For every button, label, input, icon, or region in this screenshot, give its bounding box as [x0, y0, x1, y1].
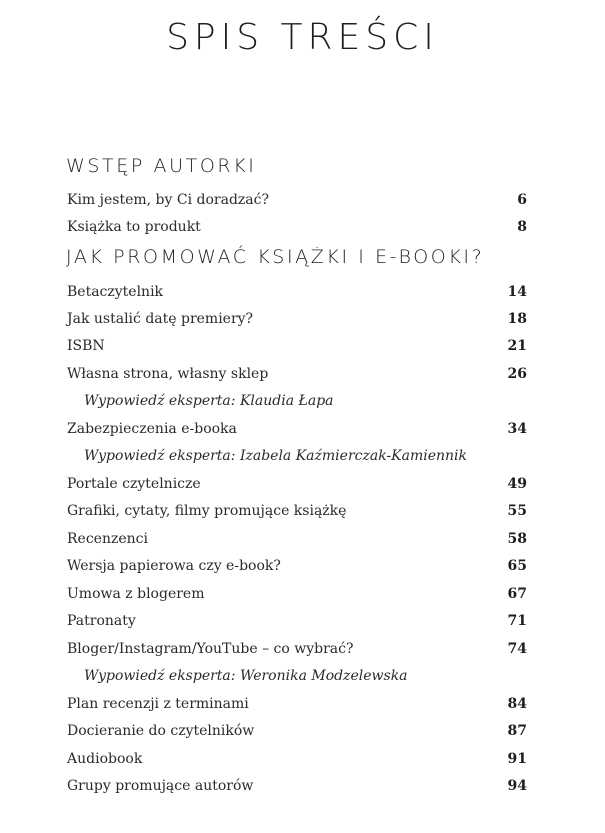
- toc-entry-page: 94: [507, 778, 527, 794]
- toc-entry-page: 71: [507, 613, 527, 629]
- toc-entry-title: Recenzenci: [67, 531, 148, 547]
- toc-entry-page: 84: [507, 696, 527, 712]
- toc-entry-title: Audiobook: [67, 751, 143, 767]
- toc-entry-page: 91: [507, 751, 527, 767]
- toc-entry[interactable]: [67, 216, 527, 238]
- toc-entry-page: 87: [507, 723, 527, 739]
- toc-entry-title: Plan recenzji z terminami: [67, 696, 249, 712]
- toc-entry-page: 18: [507, 311, 527, 327]
- toc-entry-page: 49: [507, 476, 527, 492]
- toc-entry-page: 8: [517, 219, 527, 235]
- section-heading-promotion: JAK PROMOWAĆ KSIĄŻKI I E-BOOKI?: [66, 246, 485, 268]
- toc-entry-title: Grafiki, cytaty, filmy promujące książkę: [67, 503, 347, 519]
- toc-entry[interactable]: [67, 583, 527, 605]
- toc-entry-page: 58: [507, 531, 527, 547]
- toc-entry[interactable]: [67, 335, 527, 357]
- toc-entry-title: Wypowiedź eksperta: Klaudia Łapa: [84, 393, 334, 409]
- toc-entry[interactable]: [67, 500, 527, 522]
- toc-entry[interactable]: [67, 748, 527, 770]
- toc-entry-title: Książka to produkt: [67, 219, 201, 235]
- toc-entry-title: Wypowiedź eksperta: Izabela Kaźmierczak-Kamiennik: [84, 448, 468, 464]
- toc-entry[interactable]: [67, 528, 527, 550]
- toc-entry-page: 74: [507, 641, 527, 657]
- toc-entry-page: 34: [507, 421, 527, 437]
- toc-entry-page: 55: [507, 503, 527, 519]
- toc-entry[interactable]: [67, 418, 527, 440]
- toc-entry[interactable]: [67, 473, 527, 495]
- toc-entry[interactable]: [67, 555, 527, 577]
- toc-expert-entry[interactable]: [67, 390, 527, 412]
- toc-entry-title: Wersja papierowa czy e-book?: [67, 558, 281, 574]
- toc-entry-page: 14: [507, 284, 527, 300]
- toc-entry-title: Portale czytelnicze: [67, 476, 201, 492]
- toc-entry-page: 65: [507, 558, 527, 574]
- toc-entry-title: ISBN: [67, 338, 105, 354]
- toc-entry-title: Grupy promujące autorów: [67, 778, 254, 794]
- toc-entry-title: Bloger/Instagram/YouTube – co wybrać?: [67, 641, 354, 657]
- toc-entry[interactable]: [67, 281, 527, 303]
- toc-entry-title: Docieranie do czytelników: [67, 723, 255, 739]
- toc-entry-title: Betaczytelnik: [67, 284, 164, 300]
- section-heading-wstep: WSTĘP AUTORKI: [66, 155, 257, 177]
- toc-entry-title: Zabezpieczenia e-booka: [67, 421, 237, 437]
- toc-entry[interactable]: [67, 308, 527, 330]
- page-title: SPIS TREŚCI: [166, 17, 439, 58]
- toc-entry[interactable]: [67, 775, 527, 797]
- toc-expert-entry[interactable]: [67, 665, 527, 687]
- toc-entry-title: Umowa z blogerem: [67, 586, 205, 602]
- toc-entry-title: Patronaty: [67, 613, 136, 629]
- toc-entry[interactable]: [67, 610, 527, 632]
- toc-entry[interactable]: [67, 638, 527, 660]
- toc-entry-page: 21: [507, 338, 527, 354]
- toc-entry-page: 26: [507, 366, 527, 382]
- toc-entry-title: Wypowiedź eksperta: Weronika Modzelewska: [84, 668, 408, 684]
- toc-entry[interactable]: [67, 189, 527, 211]
- toc-expert-entry[interactable]: [67, 445, 527, 467]
- toc-entry[interactable]: [67, 363, 527, 385]
- toc-entry-title: Jak ustalić datę premiery?: [67, 311, 254, 327]
- toc-entry-page: 67: [507, 586, 527, 602]
- toc-entry[interactable]: [67, 720, 527, 742]
- toc-entry[interactable]: [67, 693, 527, 715]
- toc-entry-page: 6: [517, 192, 527, 208]
- toc-entry-title: Kim jestem, by Ci doradzać?: [67, 192, 269, 208]
- toc-entry-title: Własna strona, własny sklep: [67, 366, 269, 382]
